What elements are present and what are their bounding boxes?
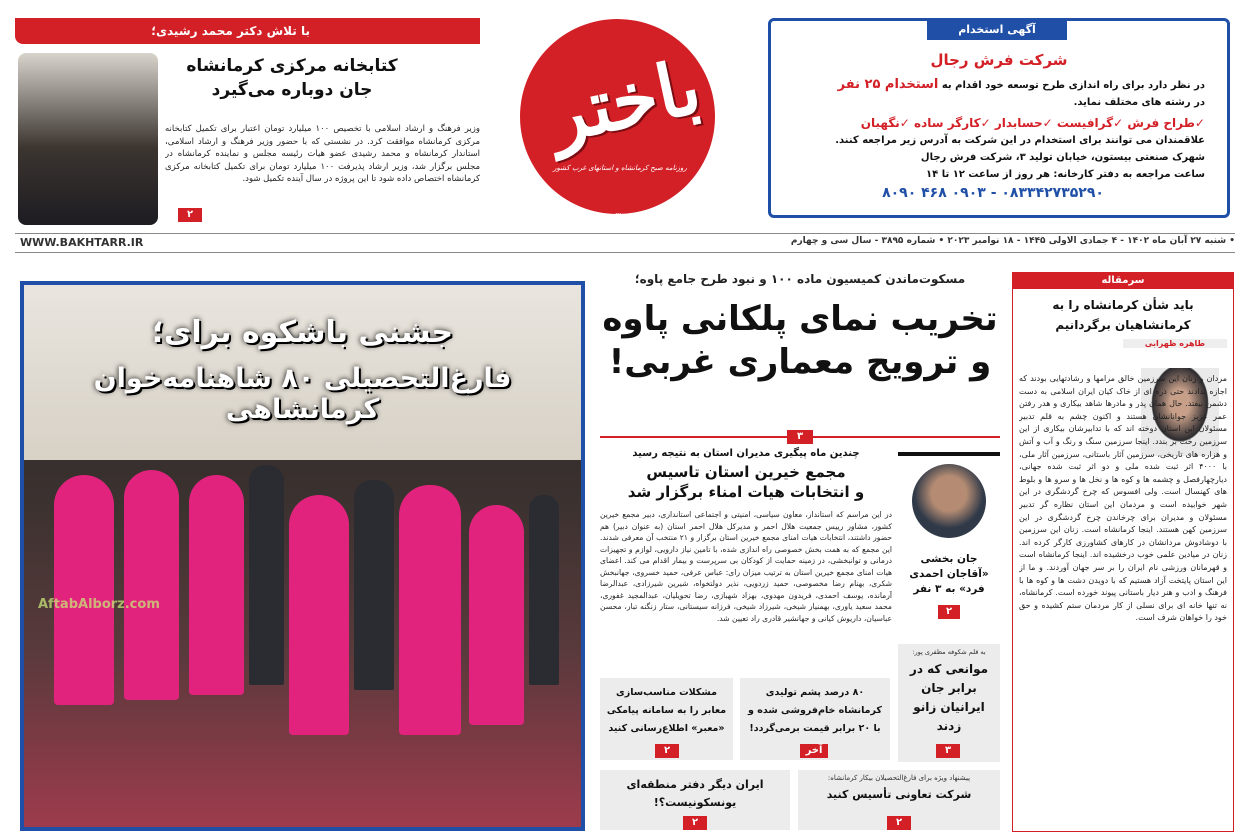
ad-line3: علاقمندان می توانند برای استخدام در این شرکت به آدرس زیر مراجعه کنند. <box>835 135 1205 146</box>
ad-address: شهرک صنعتی بیستون، خیابان تولید ۳، شرکت فرش رجال <box>920 152 1205 163</box>
obit-title: جان بخشی «آقاجان احمدی فرد» به ۳ نفر <box>909 553 989 595</box>
top-story-title2: جان دوباره می‌گیرد <box>211 80 373 100</box>
editorial-body: مردان و زنان این سرزمین خالق مرامها و رشادتهایی بودند که اجازه ندادند حتی ذره ای از خاک کیان ایران اسلامی به دست دشمن بیفتد. حال همان پدر و مادرها شاهد بیکاری و هدر رفتن عمر عزیز جوانانشان هستند و اکنون چشم به قلم تدبیر مسئولان این استان دوخته اند که با تدابیرشان بیکاری از این سرزمین رخت بر بندد. اینجا سرزمین سنگ و رنگ و آب و آتش و هزاره های تاریخی، سرزمین آثار باستانی، سرزمین آثار ملی، با ۴۰۰۰ اثر ثبت شده ملی و دو اثر ثبت شده جهانی، دیارچهارفصل و چشمه ها و کوه ها و نخل ها و سرو ها و بلوط های کهنسال است. ولی افسوس که چرخ گردشگری در این شهر خوابیده است و مردمان این استان نظاره گر تدبیر مسئولان و مدیران برای چرخاندن چرخ گردشگری در این سرزمین کهن هستند. اینجا کرمانشاه است. زنان این سرزمین با دوشادوش مردانشان در کارهای کشاورزی کارگر کرده اند. زنان در میادین علمی خوب درخشیده اند. اینجا کرمانشاه است و قهرمانان ورزشی نام ایران را بر سر جهان آوردند. و ما از این استان پایتخت آزاد هستیم که با دویدن دشت ها و کوه ها با فرهنگ و ادب و هنر دیار باستانی پیوند خورده است. کرمانشاه، نه تنها خانه ای برای نسلی از کار مردمان ستم کشیده و حق خود را خواهان شرف است. <box>1019 374 1227 623</box>
editorial-column[interactable] <box>1012 272 1234 832</box>
small-box-title: ۸۰ درصد پشم تولیدی کرمانشاه خام‌فروشی شده و با ۲۰ برابر قیمت برمی‌گردد! <box>748 687 882 734</box>
main-title1: تخریب نمای پلکانی پاوه <box>602 299 998 339</box>
small-box-title: ایران دیگر دفتر منطقه‌ای یونسکونیست؟! <box>626 778 764 809</box>
note-page: ۳ <box>936 744 960 758</box>
small-box-pashm[interactable] <box>740 678 890 760</box>
ad-hours: ساعت مراجعه به دفتر کارخانه: هر روز از ساعت ۱۲ تا ۱۴ <box>926 169 1205 180</box>
small-box-maabar[interactable] <box>600 678 733 760</box>
small-box-unesco[interactable] <box>600 770 790 830</box>
editorial-title: باید شأن کرمانشاه را به کرمانشاهیان برگردانیم <box>1052 298 1194 332</box>
top-story-body: وزیر فرهنگ و ارشاد اسلامی با تخصیص ۱۰۰ میلیارد تومان اعتبار برای تکمیل کتابخانه مرکزی کرمانشاه موافقت کرد. در نشستی که با حضور وزیر فرهنگ و ارشاد اسلامی، استاندار کرمانشاه و محمد رشیدی عضو هیات رئیسه مجلس و نماینده کرمانشاه در مجلس برگزار شد، وزیر ارشاد پذیرفت ۱۰۰ میلیارد تومان برای تکمیل کتابخانه مرکزی کرمانشاه اختصاص داده شود تا این پروژه در سال آینده تکمیل شود. <box>165 124 480 184</box>
top-story-title1: کتابخانه مرکزی کرمانشاه <box>186 56 398 76</box>
charity-story[interactable] <box>600 448 892 673</box>
top-story[interactable] <box>15 18 480 230</box>
ad-line1: در نظر دارد برای راه اندازی طرح توسعه خود اقدام به <box>941 80 1205 91</box>
logo-text: باختر <box>541 44 709 160</box>
ad-company: شرکت فرش رجال <box>930 51 1068 69</box>
small-box-title: شرکت تعاونی تأسیس کنید <box>826 788 972 801</box>
obit-page: ۲ <box>938 605 960 619</box>
dateline-bar <box>15 233 1235 253</box>
small-box-page: آخر <box>800 744 828 758</box>
top-story-kicker: با تلاش دکتر محمد رشیدی؛ <box>15 18 480 44</box>
small-box-taavoni[interactable] <box>798 770 1000 830</box>
job-ad <box>768 18 1230 218</box>
top-story-photo <box>18 53 158 225</box>
main-page: ۳ <box>787 430 813 444</box>
ad-hire: استخدام ۲۵ نفر <box>837 77 939 92</box>
website[interactable]: WWW.BAKHTARR.IR <box>20 236 144 249</box>
photo-story[interactable] <box>20 281 585 831</box>
logo-price: ۴ صفحه - ۳۰۰۰ تومان <box>586 212 684 222</box>
small-box-title: مشکلات مناسب‌سازی معابر را به سامانه پیامکی «معبر» اطلاع‌رسانی کنید <box>606 687 727 734</box>
obit-photo <box>912 464 986 538</box>
charity-kicker: چندین ماه پیگیری مدیران استان به نتیجه رسید <box>632 448 860 459</box>
ad-phones: ۰۸۳۳۴۲۷۳۵۲۹۰ - ۰۹۰۳ ۴۶۸ ۸۰۹۰ <box>882 185 1104 201</box>
note-label: به قلم شکوفه مظفری پور: <box>912 648 986 656</box>
photo-title1: جشنی باشکوه برای؛ <box>151 315 454 350</box>
ad-label: آگهی استخدام <box>927 20 1067 40</box>
logo-subtitle: روزنامه صبح کرمانشاه و استانهای غرب کشور <box>553 164 687 172</box>
obituary[interactable] <box>898 452 1000 637</box>
small-box-page: ۲ <box>683 816 707 830</box>
ad-roles: ✓طراح فرش ✓گرافیست ✓حسابدار ✓کارگر ساده ✓نگهبان <box>860 116 1205 130</box>
charity-body: در این مراسم که استاندار، معاون سیاسی، امنیتی و اجتماعی استانداری، دبیر مجمع خیرین کشور، مشاور رییس جمعیت هلال احمر و مدیرکل هلال احمر استان (به عنوان دبیر) هم حضور داشتند، انتخابات هیات امنای مجمع خیرین استان برگزار و ۲۱ منتخب آن معرفی شدند. این مجمع که به همت بخش خصوصی راه اندازی شده، با تامین نیاز دارویی، لوازم و تجهیزات درمانی و توانبخشی، در زمینه حمایت از کودکان بی سرپرست و بیمار اقدام می کند. اعضای هیات امنای مجمع خیرین استان به ترتیب میزان رای: عباس عرفی، حمید خسروی، جهانبخش شکری، بهنام رضا مخصوصی، حمید زردویی، نذیر دولتخواه، شیرین شیرزادی، عبدالرضا آرمانده، یوسف احمدی، فریدون مهدوی، بهزاد شهبازی، رضا تحویلیان، عبدالمجید غفوری، محمد سعید یاوری، بهمنیار شیخی، شیرزاد شیخی، فرزانه سیستانی، ستار زنگنه تبار، محسن عباسیان، داریوش کیانی و جهانشیر قادری راد تعیین شد. <box>600 510 892 623</box>
small-box-page: ۲ <box>887 816 911 830</box>
dateline: • شنبه ۲۷ آبان ماه ۱۴۰۲ - ۴ جمادی الاولی ۱۴۴۵ - ۱۸ نوامبر ۲۰۲۳ • شماره ۳۸۹۵ - سال سی و چهارم <box>790 236 1235 246</box>
main-story[interactable] <box>600 270 1000 440</box>
small-box-label: پیشنهاد ویژه برای فارغ‌التحصیلان بیکار کرمانشاه: <box>827 774 971 782</box>
editorial-label: سرمقاله <box>1013 273 1233 289</box>
main-kicker: مسکوت‌ماندن کمیسیون ماده ۱۰۰ و نبود طرح جامع پاوه؛ <box>634 272 966 286</box>
editorial-author: طاهره ظهرابی <box>1123 339 1227 348</box>
photo-watermark: AftabAlborz.com <box>38 597 160 612</box>
photo-children <box>44 465 564 765</box>
charity-title1: مجمع خیرین استان تاسیس <box>646 463 846 481</box>
note-title: موانعی که در برابر جان ایرانیان زانو زدند <box>909 662 989 733</box>
photo-title2: فارغ‌التحصیلی ۸۰ شاهنامه‌خوان کرمانشاهی <box>93 363 512 425</box>
charity-title2: و انتخابات هیات امناء برگزار شد <box>627 483 865 501</box>
note-box[interactable] <box>898 644 1000 762</box>
masthead-logo[interactable] <box>510 14 740 229</box>
small-box-page: ۲ <box>655 744 679 758</box>
ad-line2: در رشته های مختلف نماید. <box>1073 97 1205 108</box>
top-story-page: ۲ <box>178 208 202 222</box>
main-title2: و ترویج معماری غربی! <box>608 342 992 382</box>
